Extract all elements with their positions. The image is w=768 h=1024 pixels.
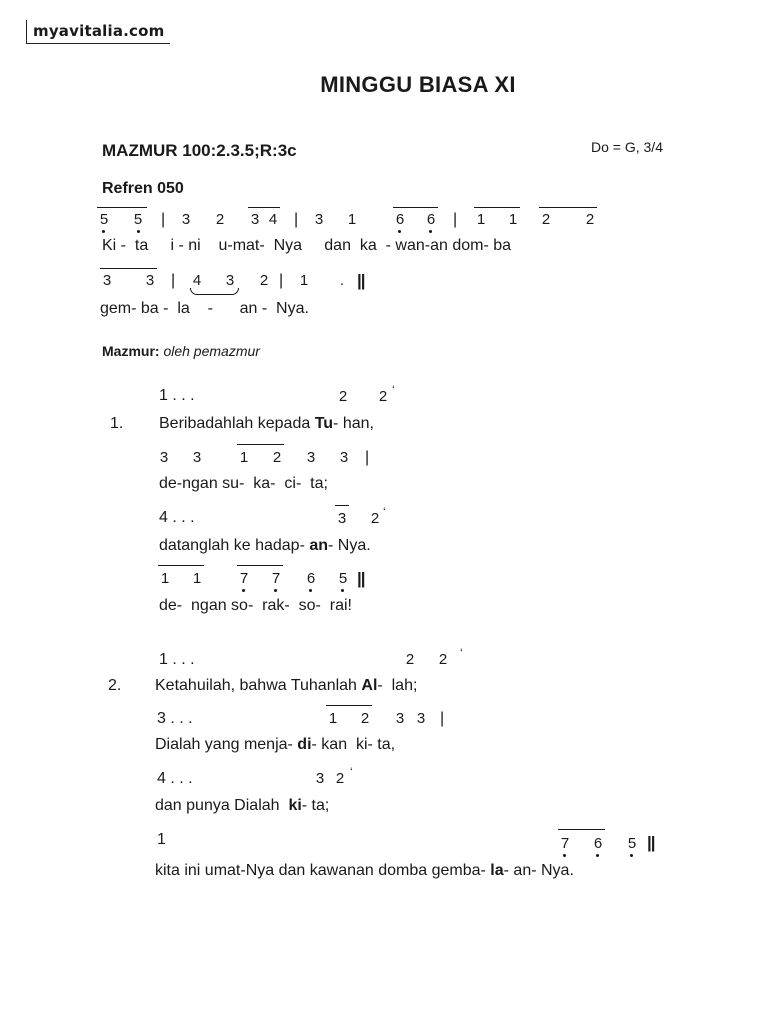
breath-mark: ‘ xyxy=(383,505,386,519)
verse1-line4-lyrics: de- ngan so- rak- so- rai! xyxy=(159,597,352,614)
refrain-line1-lyrics: Ki - ta i - ni u-mat- Nya dan ka - wan-an dom- ba xyxy=(102,237,512,254)
low-octave-dot xyxy=(596,854,599,857)
cadence-note: 3 xyxy=(315,770,325,787)
cadence-note: 1 xyxy=(328,710,338,727)
cadence-note: 5 xyxy=(627,835,637,852)
note: 1 xyxy=(160,570,170,587)
cadence-note: 7 xyxy=(560,835,570,852)
final-bar-line: || xyxy=(647,833,655,852)
low-octave-dot xyxy=(137,230,140,233)
note: 1 xyxy=(476,211,486,228)
verse1-tone-1: 1 . . . xyxy=(159,387,195,404)
breath-mark: ‘ xyxy=(392,383,395,397)
verse1-number: 1. xyxy=(110,415,124,432)
cadence-note: 2 xyxy=(335,770,345,787)
beam-line xyxy=(158,565,204,566)
low-octave-dot xyxy=(563,854,566,857)
verse1-line1-text: Beribadahlah kepada Tu- han, xyxy=(159,415,374,432)
cadence-note: 2 xyxy=(378,388,388,405)
note: 7 xyxy=(271,570,281,587)
bar-line: | xyxy=(171,272,176,289)
verse2-line4-text: kita ini umat-Nya dan kawanan domba gemba- la- an- Nya. xyxy=(155,862,574,879)
note: 3 xyxy=(339,449,349,466)
verse2-line1-text: Ketahuilah, bahwa Tuhanlah Al- lah; xyxy=(155,677,418,694)
note: 2 xyxy=(215,211,225,228)
low-octave-dot xyxy=(630,854,633,857)
note: 3 xyxy=(192,449,202,466)
verse1-tone-4: 4 . . . xyxy=(159,509,195,526)
cadence-note: 3 xyxy=(337,510,347,527)
final-bar-line: || xyxy=(357,569,365,588)
note: 3 xyxy=(102,272,112,289)
note: 2 xyxy=(585,211,595,228)
note: 3 xyxy=(306,449,316,466)
beam-line xyxy=(237,444,284,445)
breath-mark: ‘ xyxy=(350,765,353,779)
bar-line: | xyxy=(279,272,284,289)
note: 1 xyxy=(239,449,249,466)
note: 4 xyxy=(268,211,278,228)
beam-line xyxy=(393,207,438,208)
cadence-note: 2 xyxy=(360,710,370,727)
low-octave-dot xyxy=(309,589,312,592)
verse2-tone-3: 3 . . . xyxy=(157,710,193,727)
beam-line xyxy=(474,207,520,208)
refrain-line2-lyrics: gem- ba - la - an - Nya. xyxy=(100,300,309,317)
bar-line: | xyxy=(453,211,458,228)
beam-line xyxy=(326,705,372,706)
beam-line xyxy=(558,829,605,830)
verse2-tone-1b: 1 xyxy=(157,831,166,848)
note: 6 xyxy=(306,570,316,587)
refrain-heading: Refren 050 xyxy=(102,180,184,197)
cadence-note: 2 xyxy=(438,651,448,668)
note: 3 xyxy=(250,211,260,228)
beam-line xyxy=(539,207,597,208)
psalmist-text: oleh pemazmur xyxy=(159,343,260,359)
verse2-number: 2. xyxy=(108,677,122,694)
note: 1 xyxy=(192,570,202,587)
note: 7 xyxy=(239,570,249,587)
verse1-line2-lyrics: de-ngan su- ka- ci- ta; xyxy=(159,475,328,492)
cadence-note: 2 xyxy=(338,388,348,405)
note: 1 xyxy=(508,211,518,228)
cadence-note: 6 xyxy=(593,835,603,852)
cadence-note: 2 xyxy=(370,510,380,527)
note: 1 xyxy=(299,272,309,289)
note: 6 xyxy=(395,211,405,228)
cadence-note: 2 xyxy=(405,651,415,668)
note: 6 xyxy=(426,211,436,228)
note: 2 xyxy=(272,449,282,466)
note: 1 xyxy=(347,211,357,228)
note: 3 xyxy=(159,449,169,466)
note: 3 xyxy=(181,211,191,228)
breath-mark: ‘ xyxy=(460,646,463,660)
beam-line xyxy=(97,207,147,208)
note: 5 xyxy=(99,211,109,228)
note: 3 xyxy=(225,272,235,289)
verse2-line2-text: Dialah yang menja- di- kan ki- ta, xyxy=(155,736,396,753)
beam-line xyxy=(248,207,280,208)
verse2-tone-1: 1 . . . xyxy=(159,651,195,668)
psalmist-label: Mazmur: xyxy=(102,343,160,359)
bar-line: | xyxy=(440,710,445,727)
beam-line xyxy=(237,565,283,566)
bar-line: | xyxy=(294,211,299,228)
psalm-heading: MAZMUR 100:2.3.5;R:3c xyxy=(102,141,297,160)
low-octave-dot xyxy=(102,230,105,233)
low-octave-dot xyxy=(429,230,432,233)
verse2-line3-text: dan punya Dialah ki- ta; xyxy=(155,797,330,814)
site-watermark: myavitalia.com xyxy=(26,20,170,44)
verse2-tone-4: 4 . . . xyxy=(157,770,193,787)
cadence-note: 3 xyxy=(416,710,426,727)
note: 4 xyxy=(192,272,202,289)
bar-line: | xyxy=(365,449,370,466)
psalmist-note xyxy=(102,343,260,359)
note: 2 xyxy=(259,272,269,289)
note: 5 xyxy=(133,211,143,228)
bar-line: | xyxy=(161,211,166,228)
key-signature: Do = G, 3/4 xyxy=(591,139,663,155)
cadence-note: 3 xyxy=(395,710,405,727)
verse1-line3-text: datanglah ke hadap- an- Nya. xyxy=(159,537,371,554)
beam-line xyxy=(100,268,157,269)
note: 2 xyxy=(541,211,551,228)
page-title: MINGGU BIASA XI xyxy=(320,72,516,97)
low-octave-dot xyxy=(341,589,344,592)
note: . xyxy=(339,272,345,289)
slur-mark xyxy=(190,288,239,295)
note: 3 xyxy=(314,211,324,228)
low-octave-dot xyxy=(242,589,245,592)
note: 5 xyxy=(338,570,348,587)
low-octave-dot xyxy=(398,230,401,233)
final-bar-line: || xyxy=(357,271,365,290)
note: 3 xyxy=(145,272,155,289)
low-octave-dot xyxy=(274,589,277,592)
beam-line xyxy=(335,505,349,506)
